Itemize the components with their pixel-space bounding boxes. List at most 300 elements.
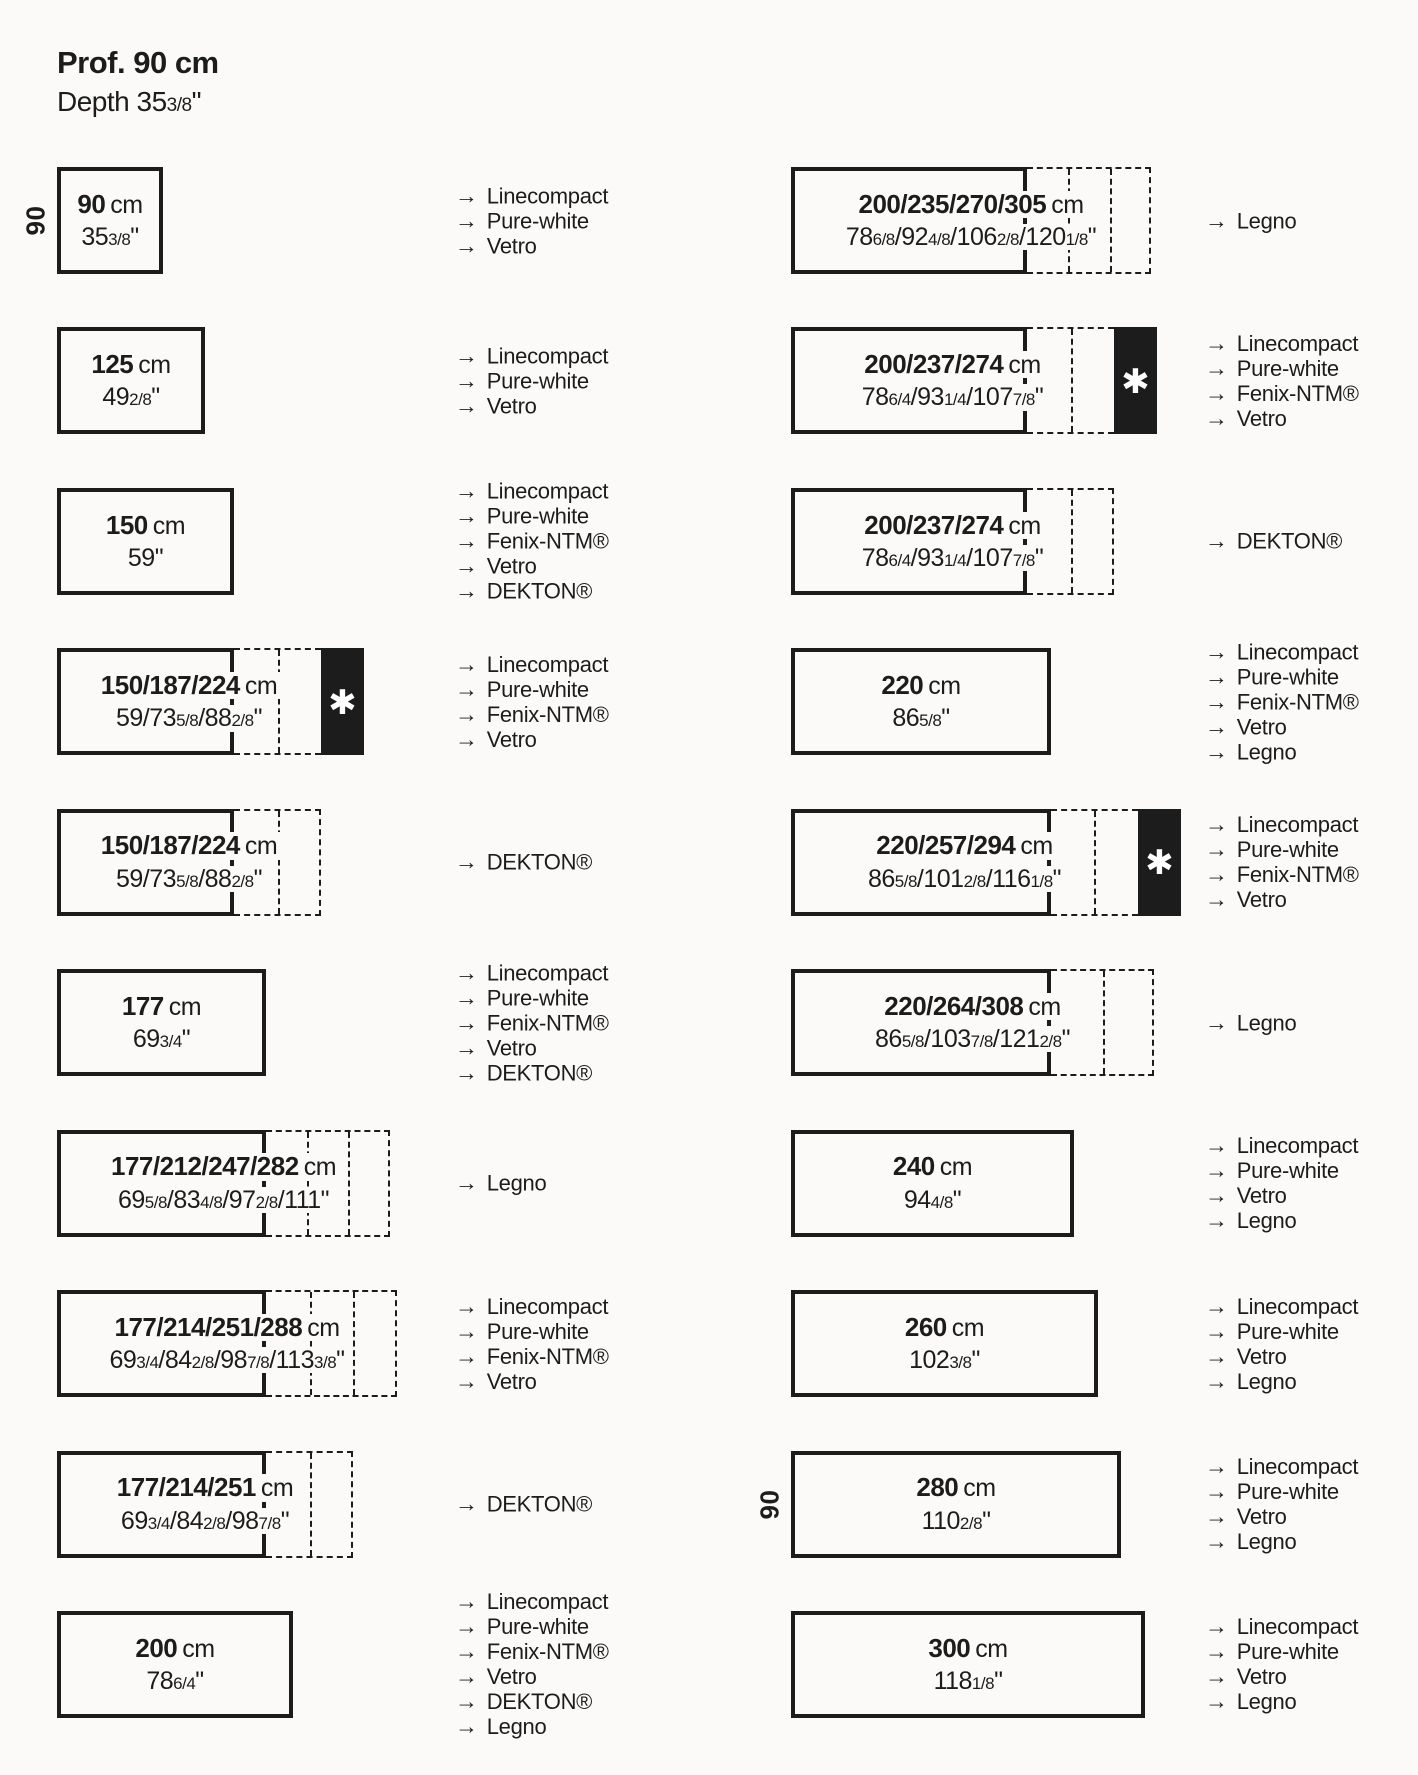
size-cm-line [889, 1153, 976, 1180]
size-inch-value [888, 705, 953, 731]
inch-text: " [994, 1666, 1003, 1695]
size-cm-value: 220 [881, 670, 924, 701]
size-dimensions [57, 969, 266, 1076]
arrow-icon: → [1205, 1503, 1228, 1530]
inch-fraction: 5/8 [144, 1192, 167, 1212]
size-cm-line [97, 672, 281, 699]
inch-fraction: 6/4 [888, 390, 911, 410]
size-dimensions [57, 1451, 353, 1558]
size-cm-value: 177/214/251/288 [114, 1311, 303, 1342]
size-cm-unit: cm [939, 1153, 973, 1182]
arrow-icon: → [1205, 713, 1228, 740]
size-cm-value: 125 [91, 349, 134, 380]
material-label: Legno [1236, 1010, 1297, 1036]
arrow-icon: → [1205, 811, 1228, 838]
arrow-icon: → [455, 477, 478, 504]
arrow-icon: → [1205, 329, 1228, 356]
material-label: Linecompact [1236, 812, 1359, 838]
material-label: Pure-white [1236, 355, 1339, 381]
inch-text: " [280, 1506, 290, 1535]
material-option [1205, 1319, 1358, 1344]
material-option [1205, 812, 1359, 837]
arrow-icon: → [1205, 207, 1228, 233]
material-label: Pure-white [486, 368, 589, 394]
material-label: Pure-white [486, 503, 589, 529]
arrow-icon: → [455, 848, 478, 875]
inch-fraction: 7/8 [1012, 390, 1035, 410]
material-label: DEKTON® [1236, 528, 1343, 554]
size-cm-line [924, 1632, 1011, 1663]
inch-text: " [1034, 543, 1044, 572]
inch-fraction: 2/8 [963, 871, 986, 891]
size-cm-line [860, 351, 1044, 378]
size-cm-unit: cm [182, 1634, 215, 1663]
material-label: Fenix-NTM® [1236, 380, 1359, 406]
asterisk-box [1138, 809, 1181, 916]
size-cm-value: 240 [892, 1151, 935, 1182]
material-options [1205, 1294, 1358, 1394]
arrow-icon: → [455, 1059, 478, 1086]
size-cm-line [113, 1474, 297, 1501]
inch-text: /92 [894, 223, 929, 252]
material-option [1205, 529, 1342, 554]
size-cm-line [97, 832, 281, 859]
size-dimensions [791, 1290, 1098, 1397]
arrow-icon: → [455, 232, 478, 258]
size-inch-value [142, 1668, 207, 1694]
material-label: DEKTON® [486, 1689, 593, 1715]
inch-fraction: 3/4 [147, 1513, 170, 1533]
inch-fraction: 3/8 [166, 95, 192, 117]
arrow-icon: → [1205, 1317, 1228, 1344]
size-cm-unit: cm [963, 1474, 996, 1503]
arrow-icon: → [1205, 1292, 1228, 1319]
material-option [1205, 1664, 1358, 1689]
arrow-icon: → [1205, 404, 1228, 431]
arrow-icon: → [1205, 1132, 1228, 1159]
material-label: Linecompact [1236, 1133, 1359, 1159]
size-cm-value: 177/214/251 [116, 1472, 256, 1503]
inch-text: 94 [903, 1185, 931, 1214]
material-label: Vetro [486, 1035, 537, 1061]
material-options [1205, 1010, 1296, 1035]
material-options [1205, 812, 1359, 912]
size-cm-value: 220/257/294 [876, 830, 1016, 861]
inch-text: 69 [117, 1185, 145, 1214]
material-label: Pure-white [1236, 1479, 1339, 1505]
size-cm-value: 177 [121, 990, 164, 1021]
size-dimensions [57, 167, 163, 274]
size-cm-unit: cm [1008, 511, 1041, 540]
size-inch-value [117, 1508, 293, 1534]
material-label: Vetro [1236, 1183, 1287, 1209]
size-inch-value [105, 1347, 348, 1373]
material-label: Vetro [1236, 1664, 1287, 1690]
material-label: Legno [486, 1170, 547, 1196]
inch-fraction: 5/8 [901, 1032, 924, 1052]
size-cm-line [880, 990, 1064, 1021]
inch-text: " [982, 1506, 991, 1535]
material-options [1205, 1454, 1358, 1554]
material-option [1205, 1529, 1358, 1554]
material-label: Legno [1236, 1529, 1297, 1555]
size-cm-value: 300 [928, 1632, 971, 1663]
size-cm-unit: cm [303, 1153, 337, 1182]
size-cm-unit: cm [951, 1313, 985, 1342]
inch-text: /120 [1018, 223, 1066, 252]
material-label: Legno [1236, 1368, 1297, 1394]
size-dimensions [791, 327, 1114, 434]
size-inch-value [864, 866, 1065, 892]
material-options [1205, 208, 1296, 233]
spec-row [0, 327, 1418, 434]
material-option [1205, 1208, 1358, 1233]
size-cm-value: 280 [916, 1472, 959, 1503]
size-cm-line [131, 1632, 218, 1663]
material-label: Legno [1236, 208, 1297, 233]
material-label: Vetro [486, 726, 537, 752]
size-dimensions [57, 1290, 397, 1397]
material-label: Pure-white [486, 676, 589, 702]
size-inch-value [858, 384, 1048, 410]
material-label: Vetro [1236, 887, 1287, 913]
size-dimensions [791, 809, 1138, 916]
inch-text: 86 [867, 864, 895, 893]
material-label: Linecompact [1236, 639, 1359, 665]
material-label: Linecompact [486, 651, 609, 677]
material-label: Linecompact [486, 478, 609, 504]
inch-text: /101 [916, 864, 964, 893]
arrow-icon: → [1205, 688, 1228, 715]
material-label: Pure-white [486, 1318, 589, 1344]
material-option [1205, 862, 1359, 887]
material-option [1205, 208, 1296, 233]
arrow-icon: → [455, 552, 478, 579]
material-option [1205, 1454, 1358, 1479]
inch-text: " [195, 1666, 204, 1695]
material-option [1205, 331, 1359, 356]
size-cm-unit: cm [244, 832, 278, 861]
material-label: Legno [486, 1714, 547, 1740]
arrow-icon: → [455, 392, 478, 419]
arrow-icon: → [455, 1342, 478, 1369]
inch-text: 102 [909, 1346, 950, 1375]
inch-text: /93 [910, 543, 944, 572]
material-label: Pure-white [486, 208, 589, 233]
size-cm-unit: cm [1008, 351, 1041, 380]
inch-text: /84 [169, 1506, 204, 1535]
inch-text: 86 [892, 704, 920, 733]
inch-fraction: 4/8 [928, 230, 951, 250]
inch-text: " [1052, 864, 1062, 893]
material-label: Vetro [1236, 405, 1287, 431]
size-cm-unit: cm [307, 1313, 340, 1342]
arrow-icon: → [1205, 1453, 1228, 1480]
material-label: Legno [1236, 1208, 1297, 1234]
inch-text: 118 [933, 1666, 972, 1695]
size-dimensions [57, 1130, 390, 1237]
size-inch-value [124, 545, 167, 571]
material-label: Linecompact [1236, 1454, 1359, 1480]
material-label: Vetro [486, 553, 537, 579]
material-label: Fenix-NTM® [486, 1343, 609, 1369]
inch-text: /111" [277, 1185, 330, 1214]
material-label: Fenix-NTM® [486, 528, 609, 554]
material-label: Linecompact [486, 1589, 609, 1615]
arrow-icon: → [1205, 1157, 1228, 1184]
material-option [1205, 1504, 1358, 1529]
size-cm-unit: cm [244, 672, 278, 701]
inch-text: /98 [225, 1506, 259, 1535]
arrow-icon: → [1205, 1342, 1228, 1369]
size-cm-value: 200/237/274 [864, 349, 1004, 380]
arrow-icon: → [455, 1613, 478, 1640]
size-cm-unit: cm [260, 1474, 294, 1503]
inch-fraction: 1/4 [943, 550, 967, 570]
size-cm-value: 150/187/224 [100, 830, 240, 861]
material-label: Pure-white [1236, 1318, 1339, 1344]
material-label: DEKTON® [486, 578, 593, 604]
size-cm-line [860, 509, 1044, 540]
size-cm-value: 220/264/308 [884, 990, 1024, 1021]
size-cm-unit: cm [1051, 190, 1084, 219]
size-dimensions [57, 809, 321, 916]
depth-side-label-text: 90 [754, 1489, 785, 1519]
material-option [1205, 1479, 1358, 1504]
arrow-icon: → [455, 1663, 478, 1690]
inch-fraction: 1/8 [1030, 871, 1053, 891]
size-dimensions [791, 1130, 1074, 1237]
material-option [455, 1714, 609, 1739]
material-option [1205, 1369, 1358, 1394]
arrow-icon: → [455, 1490, 478, 1517]
material-options [1205, 639, 1359, 764]
arrow-icon: → [1205, 836, 1228, 863]
inch-text: /88 [198, 864, 232, 893]
size-dimensions [57, 327, 205, 434]
page-header [57, 46, 219, 118]
inch-fraction: 1/8 [1065, 230, 1088, 250]
inch-fraction: 6/4 [173, 1673, 196, 1693]
size-cm-value: 150/187/224 [100, 670, 240, 701]
asterisk-icon: ✱ [1145, 844, 1174, 883]
material-option [1205, 381, 1359, 406]
size-cm-line [118, 990, 205, 1021]
asterisk-icon: ✱ [1121, 362, 1150, 401]
inch-text: " [1034, 383, 1044, 412]
material-label: Pure-white [1236, 1158, 1339, 1184]
inch-text: " [1061, 1025, 1070, 1054]
inch-text: 78 [861, 543, 889, 572]
inch-text: /98 [213, 1346, 248, 1375]
inch-fraction: 4/8 [200, 1192, 223, 1212]
inch-fraction: 3/8 [108, 230, 131, 250]
inch-fraction: 6/4 [888, 550, 911, 570]
material-label: Linecompact [1236, 330, 1359, 356]
inch-text: 35 [81, 223, 109, 252]
inch-fraction: 2/8 [1039, 1032, 1062, 1052]
size-cm-unit: cm [110, 190, 143, 219]
material-options [1205, 331, 1359, 431]
inch-text: " [130, 223, 139, 252]
material-option [1205, 887, 1359, 912]
size-cm-line [912, 1474, 999, 1501]
size-cm-value: 150 [105, 509, 148, 540]
material-option [1205, 837, 1359, 862]
arrow-icon: → [1205, 1613, 1228, 1640]
material-option [1205, 639, 1359, 664]
material-label: Legno [1236, 1689, 1297, 1715]
inch-text: " [952, 1185, 962, 1214]
arrow-icon: → [455, 725, 478, 752]
material-label: Legno [1236, 739, 1297, 765]
material-label: Linecompact [1236, 1293, 1359, 1319]
inch-fraction: 2/8 [231, 711, 254, 731]
material-option [1205, 406, 1359, 431]
arrow-icon: → [455, 1034, 478, 1061]
inch-text: 78 [861, 383, 889, 412]
arrow-icon: → [1205, 1688, 1228, 1715]
material-label: Linecompact [486, 183, 609, 208]
page-title: Prof. 90 cm [57, 45, 219, 80]
material-label: Vetro [486, 1368, 537, 1394]
size-inch-value [129, 1026, 194, 1052]
size-dimensions [791, 1451, 1121, 1558]
inch-fraction: 7/8 [258, 1513, 281, 1533]
size-cm-unit: cm [168, 992, 202, 1021]
arrow-icon: → [1205, 527, 1228, 554]
inch-text: 59/73 [116, 864, 177, 893]
arrow-icon: → [1205, 738, 1228, 765]
arrow-icon: → [455, 182, 478, 208]
size-dimensions [57, 648, 321, 755]
inch-fraction: 1/8 [971, 1673, 995, 1693]
inch-fraction: 1/4 [943, 390, 967, 410]
inch-text: 69 [109, 1346, 137, 1375]
material-label: Fenix-NTM® [486, 1639, 609, 1665]
size-cm-value: 200/237/274 [864, 509, 1004, 540]
material-label: Fenix-NTM® [1236, 689, 1359, 715]
inch-text: /88 [198, 704, 232, 733]
size-cm-line [102, 509, 189, 540]
inch-fraction: 2/8 [191, 1353, 214, 1373]
arrow-icon: → [455, 527, 478, 554]
size-dimensions [57, 1611, 293, 1718]
material-label: DEKTON® [486, 1491, 593, 1517]
size-dimensions [791, 1611, 1145, 1718]
material-option [1205, 1010, 1296, 1035]
material-label: Pure-white [1236, 1639, 1339, 1665]
inch-fraction: 2/8 [255, 1192, 278, 1212]
material-option [1205, 1183, 1358, 1208]
material-label: Pure-white [486, 985, 589, 1011]
arrow-icon: → [455, 1317, 478, 1344]
arrow-icon: → [455, 1292, 478, 1319]
size-cm-line [73, 188, 146, 219]
size-inch-value [112, 866, 266, 892]
arrow-icon: → [1205, 1009, 1228, 1036]
inch-text: " [253, 864, 262, 893]
size-cm-line [107, 1153, 340, 1180]
size-cm-unit: cm [138, 351, 171, 380]
size-cm-unit: cm [152, 511, 186, 540]
depth-side-label-text: 90 [20, 205, 51, 236]
size-dimensions [791, 969, 1154, 1076]
page-subtitle [57, 87, 219, 118]
inch-fraction: 7/8 [247, 1353, 270, 1373]
inch-fraction: 5/8 [176, 711, 199, 731]
size-dimensions [791, 488, 1114, 595]
size-cm-line [87, 351, 174, 378]
inch-fraction: 5/8 [919, 711, 942, 731]
size-cm-value: 200/235/270/305 [858, 188, 1047, 219]
arrow-icon: → [1205, 886, 1228, 913]
inch-fraction: 2/8 [203, 1513, 226, 1533]
size-dimensions [791, 167, 1151, 274]
size-cm-line [877, 672, 964, 699]
material-option [1205, 664, 1359, 689]
inch-text: " [336, 1346, 345, 1375]
arrow-icon: → [455, 577, 478, 604]
size-cm-value: 177/212/247/282 [110, 1151, 299, 1182]
arrow-icon: → [1205, 1182, 1228, 1209]
material-label: Fenix-NTM® [486, 701, 609, 727]
inch-text: 78 [146, 1666, 174, 1695]
inch-text: /97 [222, 1185, 256, 1214]
material-options [1205, 1614, 1358, 1714]
size-inch-value [114, 1187, 333, 1213]
arrow-icon: → [455, 1588, 478, 1615]
size-inch-value [842, 224, 1100, 250]
material-option [1205, 1614, 1358, 1639]
arrow-icon: → [455, 1688, 478, 1715]
material-label: Vetro [1236, 1504, 1287, 1530]
arrow-icon: → [1205, 1528, 1228, 1555]
inch-text: 59" [127, 543, 164, 572]
inch-fraction: 3/8 [314, 1353, 337, 1373]
inch-text: /113 [269, 1346, 315, 1375]
inch-text: 69 [120, 1506, 148, 1535]
arrow-icon: → [1205, 379, 1228, 406]
inch-text: /106 [950, 223, 997, 252]
size-inch-value [98, 384, 163, 410]
material-option [1205, 739, 1359, 764]
size-inch-value [77, 224, 142, 250]
inch-text: /84 [158, 1346, 192, 1375]
arrow-icon: → [1205, 1367, 1228, 1394]
material-label: DEKTON® [486, 1060, 593, 1086]
material-options [1205, 1133, 1358, 1233]
inch-text: " [1087, 223, 1097, 252]
size-cm-line [901, 1311, 988, 1342]
size-dimensions [57, 488, 234, 595]
material-option [1205, 1294, 1358, 1319]
material-label: Linecompact [486, 1293, 609, 1319]
inch-fraction: 7/8 [1012, 550, 1035, 570]
material-label: Vetro [486, 1664, 537, 1690]
inch-fraction: 2/8 [231, 871, 254, 891]
material-option [1205, 1639, 1358, 1664]
asterisk-box [1114, 327, 1157, 434]
material-label: Fenix-NTM® [486, 1010, 609, 1036]
arrow-icon: → [455, 984, 478, 1011]
material-label: Vetro [1236, 714, 1287, 740]
inch-text: /83 [166, 1185, 201, 1214]
arrow-icon: → [1205, 354, 1228, 381]
arrow-icon: → [455, 1367, 478, 1394]
material-option [1205, 714, 1359, 739]
material-label: DEKTON® [486, 849, 593, 875]
